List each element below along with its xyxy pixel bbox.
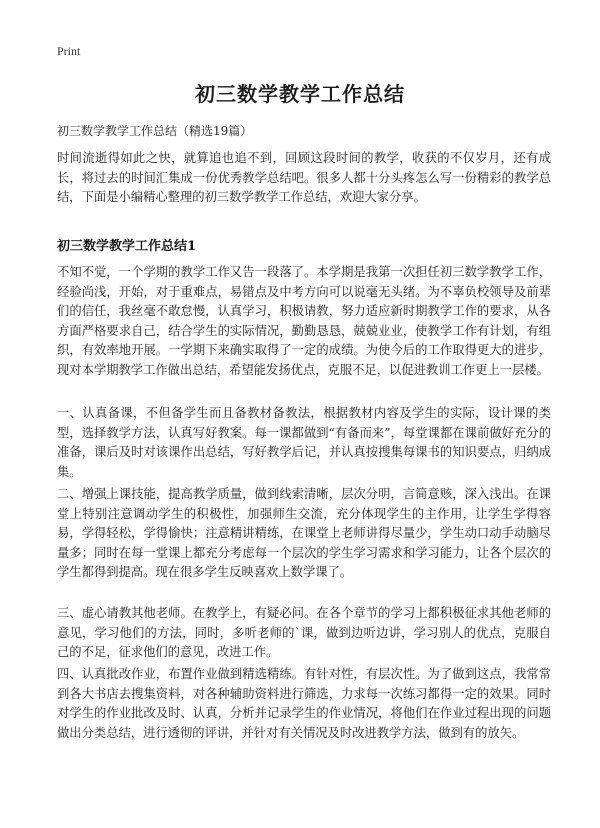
body-paragraph-5: 四、认真批改作业，布置作业做到精选精练。有针对性，有层次性。为了做到这点，我常常到各大书店去搜集资料，对各种辅助资料进行筛选，力求每一次练习都得一定的效果。同时对学生的作业批改及时、认真，分析并记录学生的作业情况，将他们在作业过程出现的问题做出分类总结，进行透彻的评讲，并针对有关情况及时改进教学方法，做到有的放矢。 bbox=[57, 667, 551, 740]
print-link[interactable]: Print bbox=[57, 44, 81, 58]
intro-paragraph: 时间流逝得如此之快，就算追也追不到，回顾这段时间的教学，收获的不仅岁月，还有成长，将过去的时间汇集成一份优秀教学总结吧。很多人都十分头疼怎么写一份精彩的教学总结，下面是小编精心整理的初三数学教学工作总结，欢迎大家分享。 bbox=[57, 151, 551, 205]
body-paragraph-3: 二、增强上课技能，提高教学质量，做到线索清晰，层次分明，言简意赅，深入浅出。在课堂上特别注意调动学生的积极性，加强师生交流，充分体现学生的主作用，让学生学得容易，学得轻松，学得愉快；注意精讲精练，在课堂上老师讲得尽量少，学生动口动手动脑尽量多；同时在每一堂课上都充分考虑每一个层次的学生学习需求和学习能力，让各个层次的学生都得到提高。现在很多学生反映喜欢上数学课了。 bbox=[57, 487, 551, 580]
body-paragraph-4: 三、虚心请教其他老师。在教学上，有疑必问。在各个章节的学习上都积极征求其他老师的意见，学习他们的方法，同时，多听老师的`课，做到边听边讲，学习别人的优点，克服自己的不足，征求他们的意见，改进工作。 bbox=[57, 606, 551, 660]
document-subtitle: 初三数学教学工作总结（精选19篇） bbox=[57, 124, 253, 138]
body-paragraph-1: 不知不觉，一个学期的教学工作又告一段落了。本学期是我第一次担任初三数学教学工作，经验尚浅，开始，对于重难点，易错点及中考方向可以说毫无头绪。为不辜负校领导及前辈们的信任，我丝毫不敢怠慢，认真学习，积极请教，努力适应新时期教学工作的要求，从各方面严格要求自己，结合学生的实际情况，勤勤恳恳，兢兢业业，使教学工作有计划，有组织，有效率地开展。一学期下来确实取得了一定的成绩。为使今后的工作取得更大的进步，现对本学期教学工作做出总结，希望能发扬优点，克服不足，以促进教训工作更上一层楼。 bbox=[57, 265, 551, 377]
body-paragraph-2: 一、认真备课，不但备学生而且备教材备教法，根据教材内容及学生的实际，设计课的类型，选择教学方法，认真写好教案。每一课都做到“有备而来”，每堂课都在课前做好充分的准备，课后及时对该课作出总结，写好教学后记，并认真按搜集每课书的知识要点，归纳成集。 bbox=[57, 406, 551, 479]
section-heading: 初三数学教学工作总结1 bbox=[57, 239, 197, 254]
document-title: 初三数学教学工作总结 bbox=[195, 82, 405, 106]
